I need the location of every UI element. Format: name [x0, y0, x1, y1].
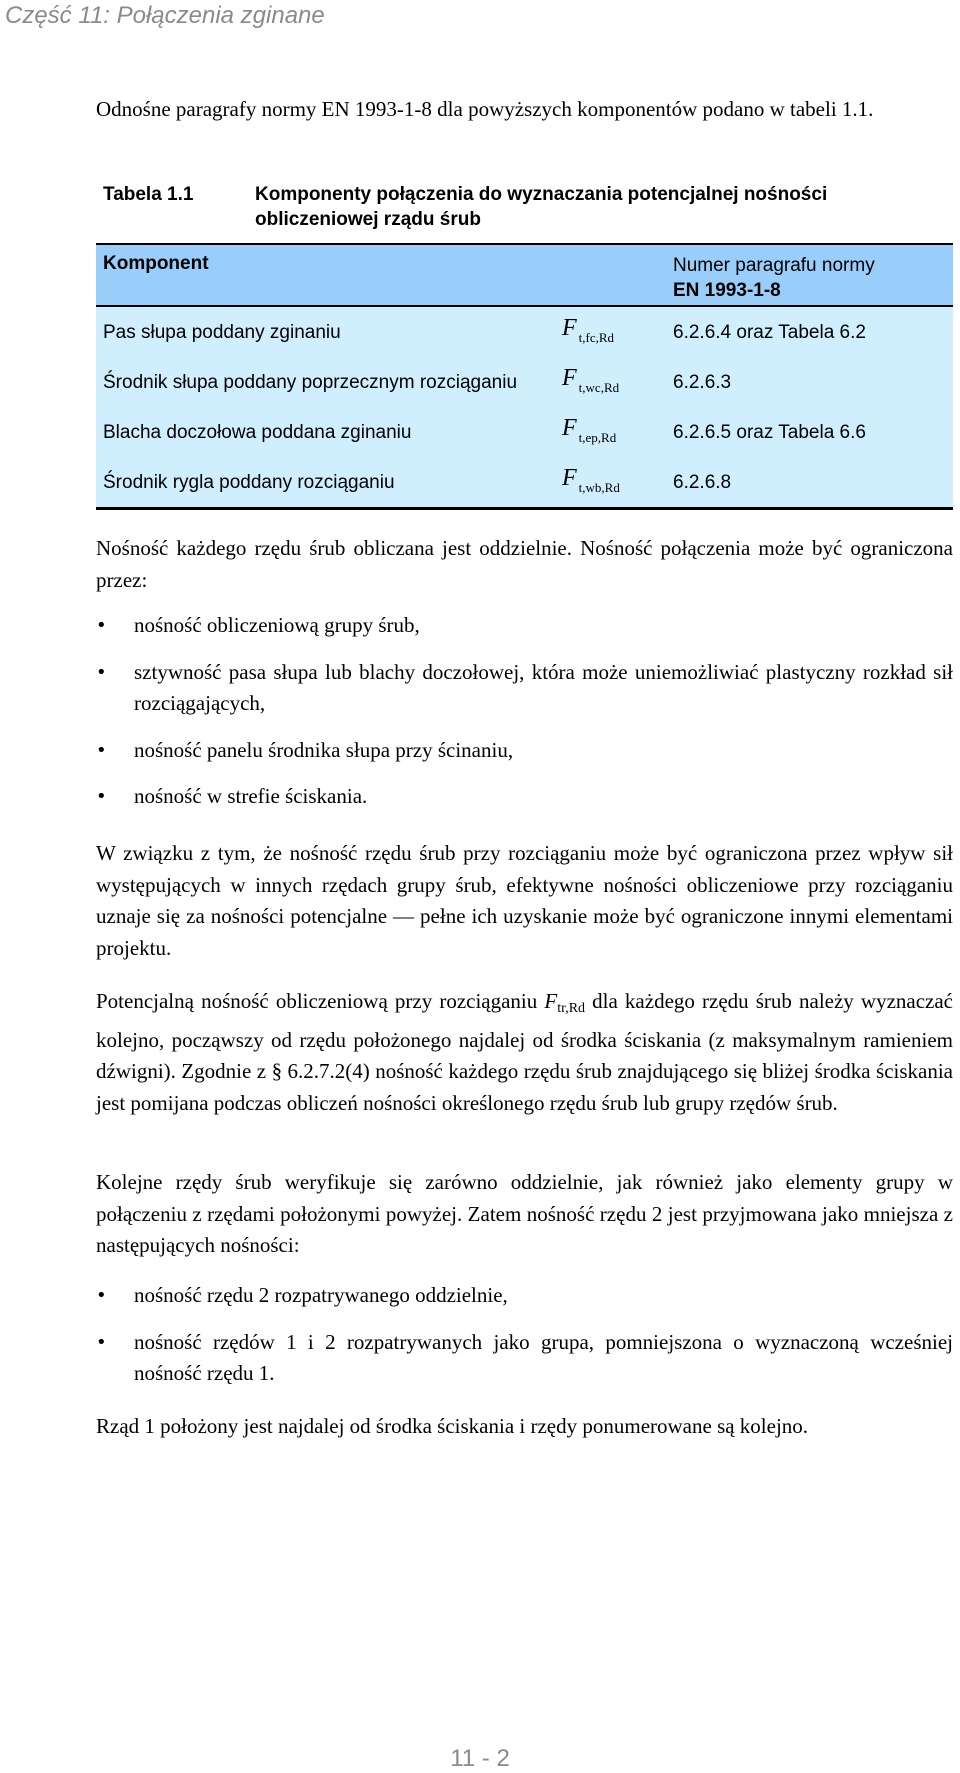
- row-component: Blacha doczołowa poddana zginaniu: [103, 422, 412, 443]
- row-symbol: F $_{t,fc,Rd}$: [562, 315, 615, 345]
- chapter-header: Część 11: Połączenia zginane: [5, 2, 325, 29]
- row-component: Pas słupa poddany zginaniu: [103, 322, 341, 343]
- components-table: [96, 243, 953, 510]
- table-row: [96, 457, 953, 507]
- table-title: Komponenty połączenia do wyznaczania potencjalnej nośności obliczeniowej rządu śrub: [255, 184, 828, 230]
- list-item: • sztywność pasa słupa lub blachy doczołowej, która może uniemożliwiać plastyczny rozkład sił rozciągających,: [96, 657, 953, 720]
- paragraph-row-verification: Kolejne rzędy śrub weryfikuje się zarówno oddzielnie, jak również jako elementy grupy w połączeniu z rzędami położonymi powyżej. Zatem nośność rzędu 2 jest przyjmowana jako mniejsza z następujących nośności:: [96, 1170, 953, 1257]
- row-reference: 6.2.6.4 oraz Tabela 6.2: [673, 322, 866, 343]
- row-symbol: F $_{t,ep,Rd}$: [562, 415, 617, 445]
- list-item: • nośność rzędu 2 rozpatrywanego oddzielnie,: [96, 1280, 953, 1312]
- row-symbol: F $_{t,wb,Rd}$: [562, 465, 620, 495]
- paragraph-limitations: Nośność każdego rzędu śrub obliczana jest oddzielnie. Nośność połączenia może być ograniczona przez:: [96, 536, 953, 592]
- list-item: • nośność w strefie ściskania.: [96, 781, 953, 813]
- row-reference: 6.2.6.8: [673, 472, 732, 493]
- table-caption: [0, 181, 960, 243]
- bullet-list-row2: [96, 1280, 953, 1405]
- table-header-row: [96, 243, 953, 307]
- page-number: 11 - 2: [450, 1745, 510, 1772]
- table-label: Tabela 1.1: [103, 184, 194, 205]
- bullet-list-limitations: [96, 610, 953, 828]
- col-header-component: Komponent: [103, 253, 209, 274]
- row-component: Środnik rygla poddany rozciąganiu: [103, 472, 395, 493]
- paragraph-row-numbering: Rząd 1 położony jest najdalej od środka ściskania i rzędy ponumerowane są kolejno.: [96, 1414, 809, 1438]
- list-item: • nośność obliczeniową grupy śrub,: [96, 610, 953, 642]
- row-reference: 6.2.6.3: [673, 372, 732, 393]
- paragraph-potential-resistance: Potencjalną nośność obliczeniową przy rozciąganiu $F_{tr,Rd}$ dla każdego rzędu śrub należy wyznaczać kolejno, począwszy od rzędu położonego najdalej od środka ściskania (z maksymalnym ramieniem dźwigni). Zgodnie z § 6.2.7.2(4) nośność każdego rzędu śrub znajdującego się bliżej środka ściskania jest pomijana podczas obliczeń nośności określonego rzędu śrub lub grupy rzędów śrub.: [96, 989, 954, 1115]
- list-item: • nośność rzędów 1 i 2 rozpatrywanych jako grupa, pomniejszona o wyznaczoną wcześniej nośność rzędu 1.: [96, 1327, 953, 1390]
- row-symbol: F $_{t,wc,Rd}$: [562, 365, 620, 395]
- row-reference: 6.2.6.5 oraz Tabela 6.6: [673, 422, 866, 443]
- table-row: [96, 307, 953, 357]
- table-row: [96, 357, 953, 407]
- col-header-reference-line2: EN 1993-1-8: [673, 280, 781, 301]
- table-row: [96, 407, 953, 457]
- intro-paragraph: Odnośne paragrafy normy EN 1993-1-8 dla powyższych komponentów podano w tabeli 1.1.: [96, 97, 874, 121]
- list-item: • nośność panelu środnika słupa przy ścinaniu,: [96, 735, 953, 767]
- row-component: Środnik słupa poddany poprzecznym rozciąganiu: [103, 372, 518, 393]
- col-header-reference: [673, 253, 875, 303]
- col-header-reference-line1: Numer paragrafu normy: [673, 255, 875, 276]
- paragraph-effective-resistance: W związku z tym, że nośność rzędu śrub przy rozciąganiu może być ograniczona przez wpływ sił występujących w innych rzędach grupy śrub, efektywne nośności obliczeniowe przy rozciąganiu uznaje się za nośności potencjalne — pełne ich uzyskanie może być ograniczone innymi elementami projektu.: [96, 841, 953, 960]
